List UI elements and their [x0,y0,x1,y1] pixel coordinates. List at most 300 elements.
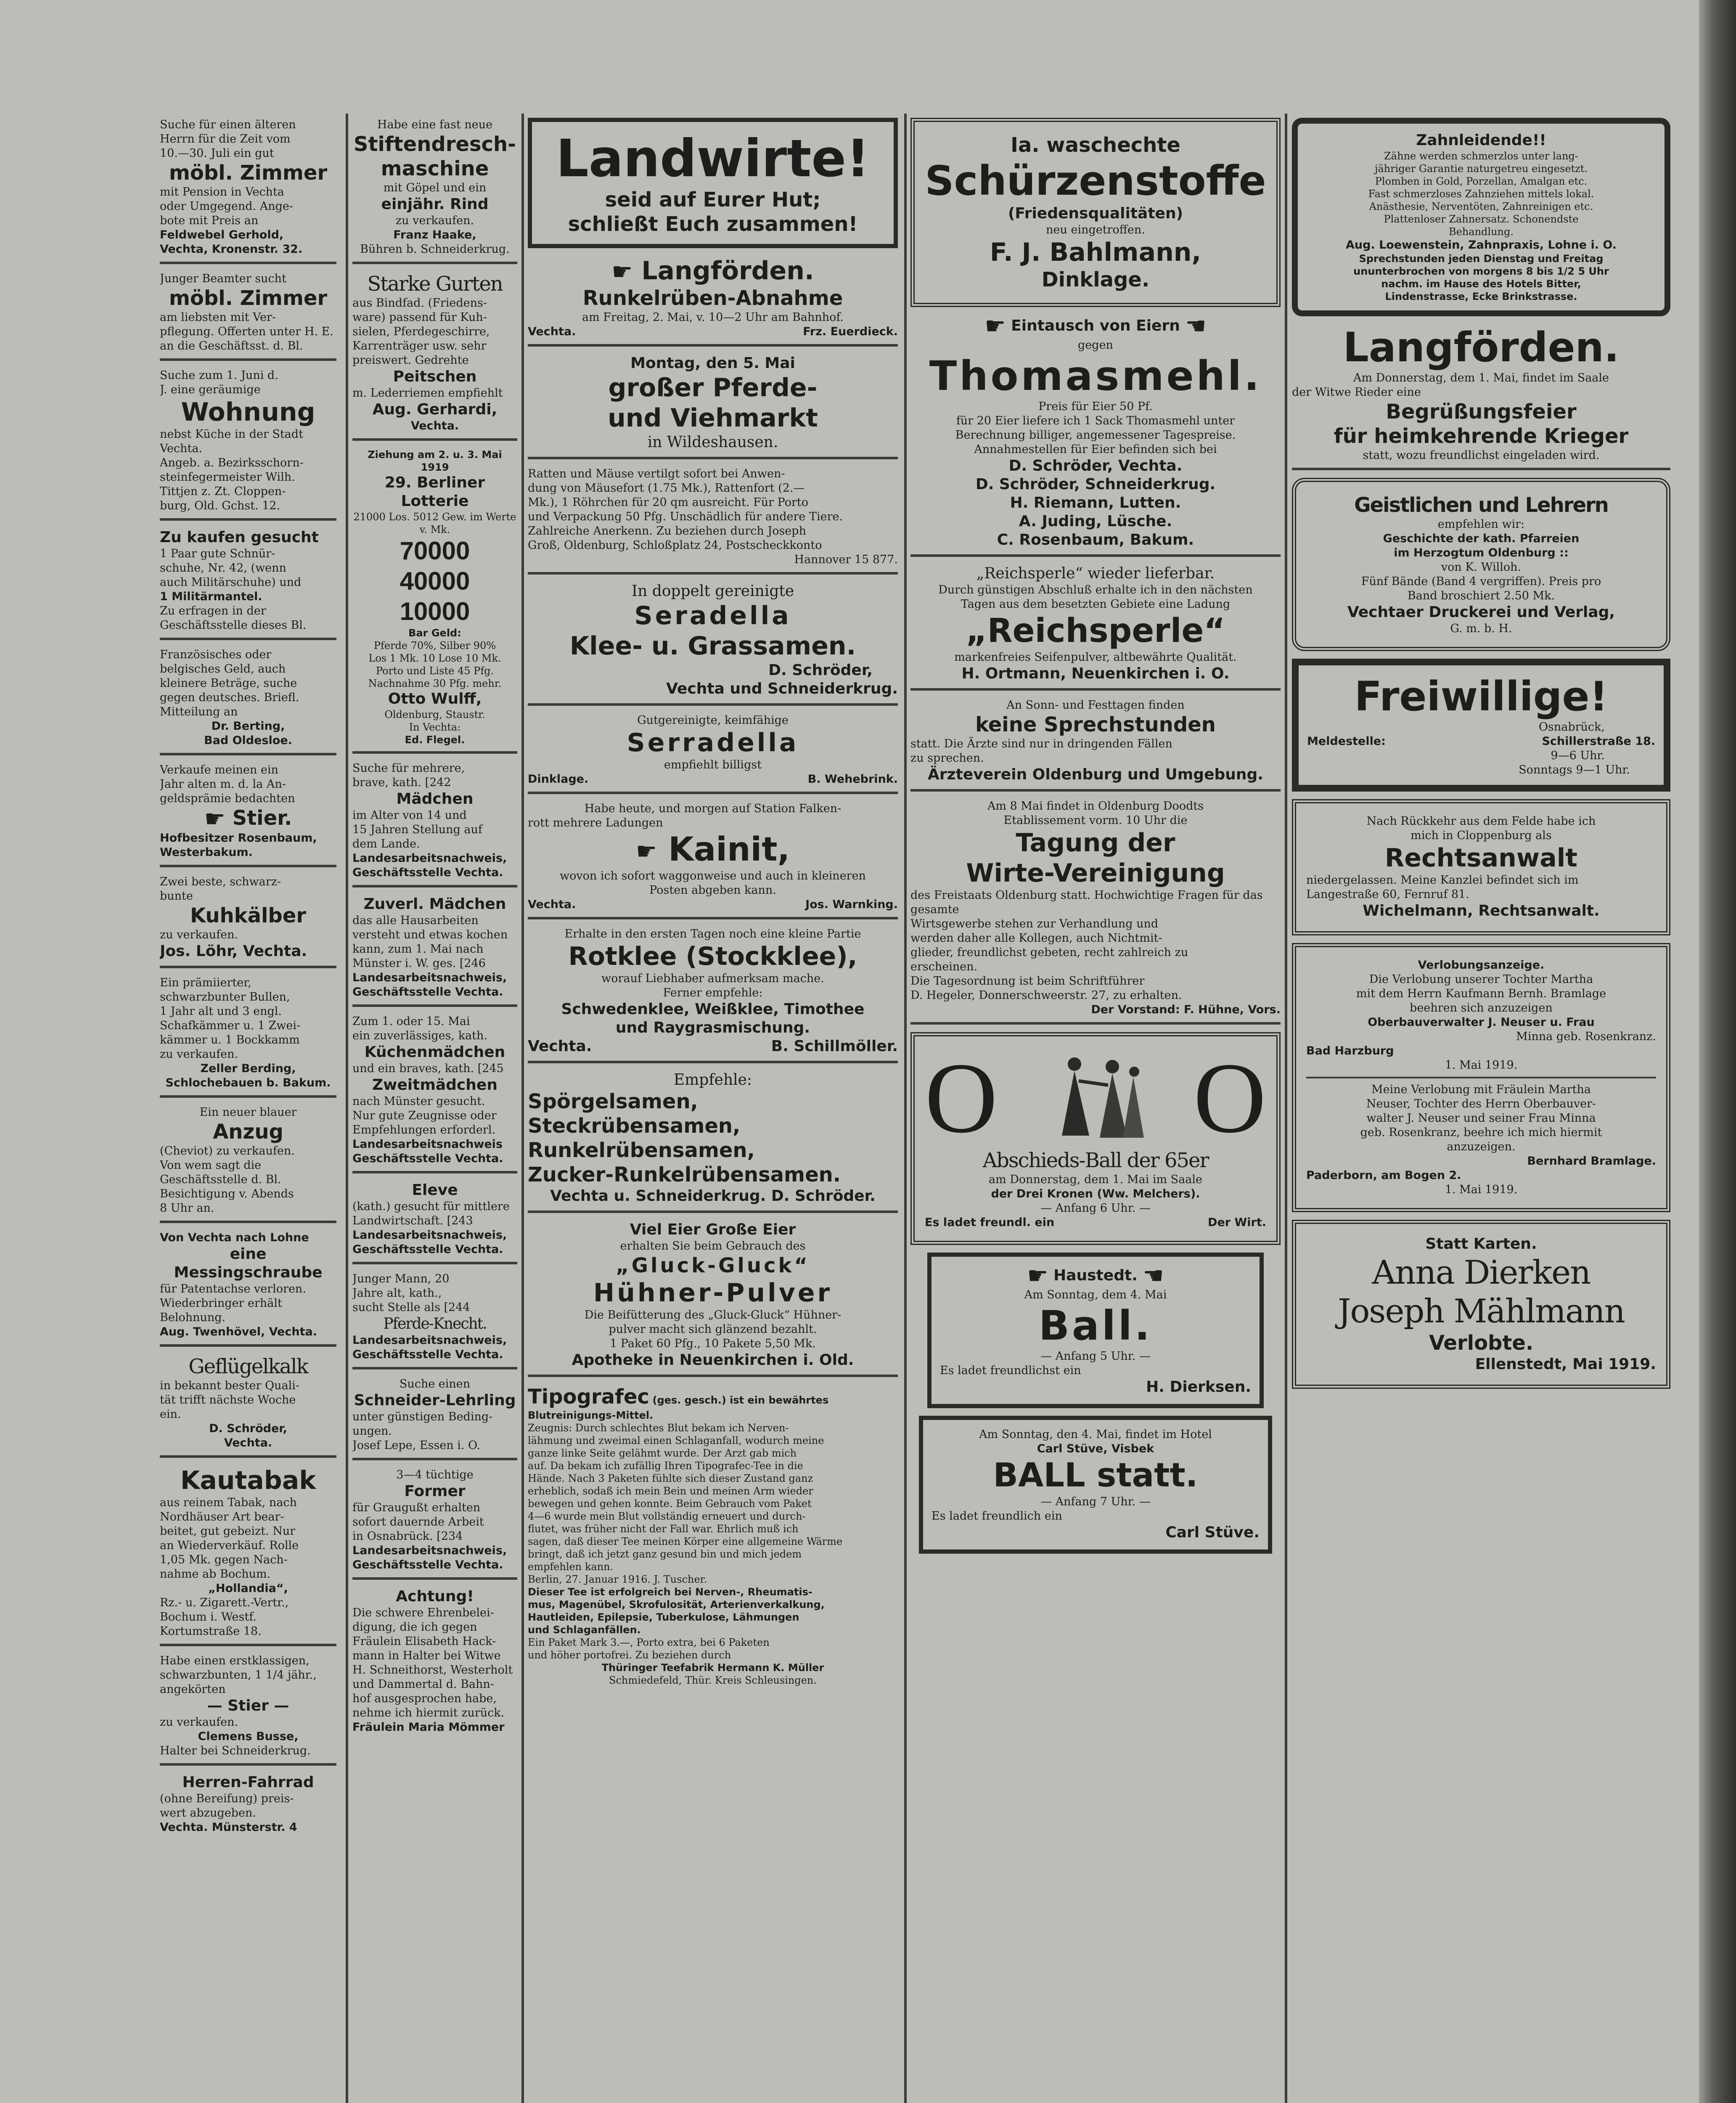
ad-pferde-knecht [352,1272,517,1369]
ad-signature: Geschäftsstelle Vechta. [352,866,503,879]
ad-signature: H. Ortmann, Neuenkirchen i. O. [961,665,1230,682]
ad-text: Berlin, 27. Januar 1916. J. Tuscher. [528,1573,707,1585]
ad-text: in Wildeshausen. [647,434,778,451]
ad-subheadline: Haustedt. [1053,1267,1138,1284]
ad-text: Carl Stüve, Visbek [1037,1442,1154,1455]
ad-text: nehme ich hiermit zurück. [352,1706,505,1719]
ad-text: ununterbrochen von morgens 8 bis 1/2 5 Uhr [1353,265,1609,277]
ad-headline: Rechtsanwalt [1385,843,1577,873]
ad-text: Berechnung billiger, angemessener Tagespreise. [955,429,1236,442]
ad-headline: Kuhkälber [190,904,307,927]
ad-text: (Cheviot) zu verkaufen. [160,1144,295,1157]
ad-subheadline: für heimkehrende Krieger [1334,424,1629,448]
ad-wirte-tagung [910,799,1281,1025]
ad-text: unter günstigen Beding- [352,1410,493,1423]
ad-headline: möbl. Zimmer [169,286,328,310]
list-item: D. Schröder, Schneiderkrug. [975,476,1216,493]
ad-signature: Vechta. [528,325,576,338]
ad-signature: B. Schillmöller. [771,1038,898,1055]
ad-text: Am Donnerstag, dem 1. Mai, findet im Saale [1353,371,1609,384]
ad-signature: Jos. Löhr, Vechta. [160,943,307,960]
ad-headline: Stier. [232,806,292,830]
ad-signature: Vechtaer Druckerei und Verlag, [1347,604,1615,621]
ad-text: der Witwe Rieder eine [1292,386,1421,399]
ad-text: werden daher alle Kollegen, auch Nichtmit- [910,932,1162,945]
list-item: C. Rosenbaum, Bakum. [997,531,1194,548]
ad-geld [160,648,336,755]
ad-schuerzenstoffe [910,118,1281,307]
ad-headline: „Gluck-Gluck“ [616,1254,810,1277]
ad-signature: Aug. Gerhardi, [372,401,498,418]
column-rule [1285,114,1287,2103]
ad-text: am liebsten mit Ver- [160,311,276,324]
ad-text: (ges. gesch.) ist ein bewährtes Blutreinigungs-Mittel. [528,1394,829,1421]
ad-headline: Langförden. [1343,324,1620,371]
ad-subheadline: seid auf Eurer Hut; [605,188,821,212]
ad-text: mich in Cloppenburg als [1410,829,1552,842]
ad-text: 9—6 Uhr. [1551,749,1605,762]
ad-headline: Kainit, [668,831,790,869]
ad-text: 15 Jahren Stellung auf [352,823,482,836]
ad-signature: Landesarbeitsnachweis [352,1138,503,1151]
ad-text: schwarzbunten, 1 1/4 jähr., [160,1669,317,1682]
ad-text: dem Lande. [352,837,420,850]
ad-text: Münster i. W. ges. [246 [352,957,486,970]
ad-signature: Geschäftsstelle Vechta. [352,1152,503,1165]
ad-text: Durch günstigen Abschluß erhalte ich in den nächsten [938,583,1253,596]
ad-text: Bochum i. Westf. [160,1610,257,1624]
ad-signature: Hofbesitzer Rosenbaum, [160,832,317,845]
ad-text: brave, kath. [242 [352,776,451,789]
ad-text: Kortumstraße 18. [160,1625,262,1638]
ad-achtung [352,1587,517,1735]
ad-text: Zwei beste, schwarz- [160,875,281,888]
ad-text: von K. Willoh. [1441,561,1522,574]
ad-text: niedergelassen. Meine Kanzlei befindet sich im [1306,874,1579,887]
ad-viehmarkt [528,354,898,459]
ad-headline: Kautabak [180,1466,316,1495]
ornament-o-icon: O [925,1042,998,1154]
ad-date: 1. Mai 1919. [1445,1183,1518,1196]
ad-text: an die Geschäftsst. d. Bl. [160,339,303,352]
ad-headline: Küchenmädchen [364,1044,505,1061]
ad-signature: Carl Stüve. [1165,1524,1260,1541]
ad-text: Suche für mehrere, [352,762,465,775]
ad-text: belgisches Geld, auch [160,662,286,675]
ad-text: Fünf Bände (Band 4 vergriffen). Preis pro [1361,575,1601,588]
ad-subheadline: „Reichsperle“ wieder lieferbar. [976,565,1215,582]
ad-signature: Dinklage. [1041,268,1150,291]
ad-text: zu sprechen. [910,752,984,765]
ad-text: kleinere Beträge, suche [160,677,297,690]
ad-headline: Geistlichen und Lehrern [1354,493,1608,517]
ad-date: Montag, den 5. Mai [630,355,795,372]
ad-rechtsanwalt [1292,799,1670,935]
column-rule [346,114,348,2103]
ad-text: kämmer u. 1 Bockkamm [160,1033,300,1046]
ad-text: Jahre alt, kath., [352,1287,442,1300]
ad-headline: Pferde-Knecht. [383,1315,487,1332]
ad-text: und Schlaganfällen. [528,1624,641,1636]
ad-abschieds-ball [910,1032,1281,1245]
ad-haustedt-ball [927,1253,1264,1408]
ad-text: an Wiederverkäuf. Rolle [160,1539,299,1552]
ad-text: Nur gute Zeugnisse oder [352,1109,497,1122]
ad-headline: Joseph Mählmann [1338,1293,1625,1330]
ad-text: mit Göpel und ein [383,181,487,194]
ad-signature: Vechta und Schneiderkrug. [666,680,898,697]
ad-text: Groß, Oldenburg, Schloßplatz 24, Postscheckkonto [528,539,822,552]
ad-text: Sonntags 9—1 Uhr. [1519,763,1630,776]
ad-text: das alle Hausarbeiten [352,914,479,927]
ad-headline: 29. Berliner Lotterie [384,474,485,510]
ad-text: Hautleiden, Epilepsie, Tuberkulose, Lähmungen [528,1611,799,1623]
ad-headline: Stiftendresch-maschine [353,132,516,180]
ad-headline: Anna Dierken [1372,1254,1590,1292]
ad-text: Zum 1. oder 15. Mai [352,1015,470,1028]
ad-text: Hannover 15 877. [794,553,898,566]
column-1 [160,118,336,1842]
ad-date: Am Sonntag, dem 4. Mai [1024,1288,1167,1301]
ad-empfehle-saaten [528,1071,898,1213]
ad-text: Fräulein Elisabeth Hack- [352,1635,496,1648]
ad-kuhkaelber [160,875,336,968]
ad-text: Lindenstrasse, Ecke Brinkstrasse. [1385,291,1577,302]
ad-text: tät trifft nächste Woche [160,1393,296,1406]
ad-text: Oldenburg, Staustr. [384,709,485,720]
ad-signature: Geschäftsstelle Vechta. [352,1558,503,1571]
ad-text: statt, wozu freundlichst eingeladen wird. [1363,449,1600,462]
ad-signature: D. Schröder, [768,662,873,679]
ad-text: Ratten und Mäuse vertilgt sofort bei Anwen- [528,467,785,480]
ad-dreschmaschine [352,118,517,264]
ad-signature: Landesarbeitsnachweis, [352,1544,507,1557]
ad-text: Paderborn, am Bogen 2. [1306,1169,1461,1182]
ad-signature: Vechta u. Schneiderkrug. D. Schröder. [550,1187,876,1205]
ad-signature: Der Wirt. [1208,1216,1266,1229]
ad-landwirte [528,118,898,248]
ad-text: nach Münster gesucht. [352,1095,485,1108]
ad-signature: Schlochebauen b. Bakum. [165,1076,331,1089]
ad-signature: Geschäftsstelle Vechta. [352,1348,503,1361]
ad-headline: Serradella [627,728,799,758]
ad-text: Von Vechta nach Lohne [160,1231,309,1244]
ad-signature: Aug. Loewenstein, Zahnpraxis, Lohne i. O. [1345,238,1617,252]
ad-text: Junger Beamter sucht [160,272,286,285]
ad-text: beitet, gut gebeizt. Nur [160,1525,296,1538]
ad-text: Rz.- u. Zigarett.-Vertr., [160,1596,289,1609]
pointing-hand-left-icon: ☚ [1143,1262,1164,1290]
ad-text: Junger Mann, 20 [352,1272,450,1285]
ad-text: digung, die ich gegen [352,1621,477,1634]
ad-signature: Landesarbeitsnachweis, [352,1229,507,1242]
ad-text: anzuzeigen. [1447,1140,1516,1153]
ad-text: 21000 Los. 5012 Gew. im Werte v. Mk. [353,511,516,535]
ad-headline: Thomasmehl. [929,352,1262,400]
ad-text: Landwirtschaft. [243 [352,1214,473,1227]
ad-signature: Aug. Twenhövel, Vechta. [160,1325,317,1338]
ad-text: und Dammertal d. Bahn- [352,1678,494,1691]
ad-text: kann, zum 1. Mai nach [352,943,484,956]
ad-text: mit Pension in Vechta [160,185,284,199]
ad-text: geldsprämie bedachten [160,792,295,805]
ad-headline: Landwirte! [556,129,870,188]
ad-sprechstunden [910,698,1281,792]
column-5 [1292,118,1670,1396]
ad-headline: Klee- u. Grassamen. [569,631,856,661]
dancing-couple-icon [1037,1052,1154,1144]
ad-text: Ein neuer blauer [199,1106,297,1119]
pointing-hand-icon: ☛ [635,837,657,865]
ad-text: Sprechstunden jeden Dienstag und Freitag [1359,253,1604,265]
ad-text: Es ladet freundlichst ein [940,1364,1081,1377]
ad-text: neu eingetroffen. [1046,223,1145,236]
ad-text: (ohne Bereifung) preis- [160,1792,294,1805]
ad-former [352,1468,517,1580]
ad-headline: Rotklee (Stockklee), [568,942,857,971]
ad-text: des Freistaats Oldenburg statt. Hochwichtige Fragen für das gesamte [910,889,1263,916]
ad-signature: Bernhard Bramlage. [1527,1155,1656,1168]
ad-text: dung von Mäusefort (1.75 Mk.), Rattenfort (2.— [528,482,805,495]
ad-schuhe [160,528,336,640]
ad-text: In Vechta: [409,721,461,733]
ad-text: Am 8 Mai findet in Oldenburg Doodts [987,800,1204,813]
ad-text: Zu erfragen in der [160,604,266,617]
ad-text: 4—6 wurde mein Blut vollständig erneuert und durch- [528,1510,806,1522]
ad-signature: Vechta. [410,419,459,432]
ad-text: erscheinen. [910,960,978,973]
ad-signature: Vechta. [224,1436,273,1449]
ad-text: Tagen aus dem besetzten Gebiete eine Ladung [961,598,1231,611]
ad-text: preiswert. Gedrehte [352,354,469,367]
ad-text: 1 Jahr alt und 3 engl. [160,1005,282,1018]
column-2 [352,118,517,1742]
ad-anzug [160,1105,336,1223]
ad-text: ein zuverlässiges, kath. [352,1029,487,1042]
ad-thomasmehl [910,315,1281,557]
lottery-prize: 10000 [400,597,470,625]
ad-serradella-2 [528,713,898,794]
ad-text: angekörten [160,1683,226,1696]
ad-text: Jahr alten m. d. la An- [160,778,286,791]
ad-text: 1 Militärmantel. [160,590,262,603]
ad-text: — Anfang 7 Uhr. — [1040,1495,1151,1508]
ad-text: Angeb. a. Bezirksschorn- [160,456,304,469]
ad-text: für 20 Eier liefere ich 1 Sack Thomasmehl unter [956,414,1235,427]
ad-text: 1 Paket 60 Pfg., 10 Pakete 5,50 Mk. [610,1337,816,1350]
ad-text: ware) passend für Kuh- [352,311,487,324]
ad-text: am Freitag, 2. Mai, v. 10—2 Uhr am Bahnhof. [582,311,844,324]
ad-headline: Eleve [412,1181,458,1199]
column-rule [521,114,524,2103]
ad-text: Suche einen [399,1377,471,1391]
ad-text: Zahlreiche Anerkenn. Zu beziehen durch Joseph [528,524,806,538]
ad-gurten [352,272,517,441]
ad-text: empfehlen kann. [528,1561,614,1573]
ad-stier-2 [160,1654,336,1766]
ad-text: Zeugnis: Durch schlechtes Blut bekam ich Nerven- [528,1422,789,1434]
list-item: D. Schröder, Vechta. [1008,457,1183,474]
ad-text: Suche zum 1. Juni d. [160,369,278,382]
ad-text: schwarzbunter Bullen, [160,991,290,1004]
ad-text: Die Beifütterung des „Gluck-Gluck“ Hühner- [584,1308,842,1322]
ad-headline: Tagung der [1016,828,1175,858]
ad-text: In doppelt gereinigte [631,583,794,600]
ad-text: bote mit Preis an [160,214,259,227]
ad-text: Schillerstraße 18. [1542,735,1655,748]
ad-text: Tittjen z. Zt. Cloppen- [160,485,286,498]
ad-rotklee [528,927,898,1063]
ad-text: empfehlen wir: [1437,518,1525,531]
ad-text: Meine Verlobung mit Fräulein Martha [1371,1083,1591,1096]
ad-text: Wiederbringer erhält [160,1297,282,1310]
ad-subheadline: Eintausch von Eiern [1011,317,1180,334]
ad-text: schuhe, Nr. 42, (wenn [160,562,286,575]
ad-kuechenmaedchen [352,1014,517,1173]
ad-eleve [352,1181,517,1264]
ad-text: zu verkaufen. [160,1716,238,1729]
ad-reichsperle [910,564,1281,691]
ad-text: steinfegermeister Wilh. [160,471,295,484]
column-rule [904,114,907,2103]
ad-text: Josef Lepe, Essen i. O. [352,1439,481,1452]
ad-text: — Anfang 6 Uhr. — [1040,1202,1151,1215]
ad-signature: Clemens Busse, [198,1730,299,1743]
page-binding [1699,0,1736,2103]
ad-text: Habe einen erstklassigen, [160,1654,310,1667]
ad-text: Die Verlobung unserer Tochter Martha [1369,973,1593,986]
ad-ratten [528,467,898,575]
ad-signature: Zeller Berding, [200,1062,296,1075]
ornament-o-icon: O [1193,1042,1266,1154]
ad-text: zu verkaufen. [160,1048,238,1061]
pointing-hand-left-icon: ☚ [1185,315,1207,340]
ad-headline: Zweitmädchen [372,1076,498,1094]
ad-signature: Landesarbeitsnachweis, [352,852,507,865]
ad-subheadline: Begrüßungsfeier [1386,400,1577,424]
ad-date: Ellenstedt, Mai 1919. [1475,1356,1656,1373]
ad-text: Neuser, Tochter des Herrn Oberbauver- [1366,1097,1596,1110]
ad-maedchen [352,761,517,887]
ad-wohnung [160,368,336,521]
ad-text: im Alter von 14 und [352,809,467,822]
ad-text: Die schwere Ehrenbelei- [352,1606,494,1619]
column-3 [528,118,898,1694]
ad-text: Besichtigung v. Abends [160,1187,294,1200]
ad-signature: Vechta, Kronenstr. 32. [160,243,303,256]
ad-headline: keine Sprechstunden [975,713,1216,736]
ad-headline: Hühner-Pulver [593,1278,833,1308]
ad-text: Preis für Eier 50 Pf. [1038,400,1153,413]
ad-signature: B. Wehebrink. [807,773,898,786]
ad-text: für Graugußt erhalten [352,1501,481,1514]
ad-beamter-zimmer [160,272,336,361]
ad-signature: Ed. Flegel. [405,734,465,746]
ad-text: Belohnung. [160,1311,226,1324]
ad-date: 1. Mai 1919. [1445,1059,1518,1072]
ad-text: pulver macht sich glänzend bezahlt. [609,1323,817,1336]
ad-text: 3—4 tüchtige [396,1468,474,1481]
ad-bulle [160,976,336,1098]
ad-text: Etablissement vorm. 10 Uhr die [1003,814,1188,827]
ad-subheadline: (Friedensqualitäten) [1008,205,1183,222]
ad-headline: Wohnung [181,397,315,427]
ad-text: nachm. im Hause des Hotels Bitter, [1381,278,1581,290]
pointing-hand-icon: ☛ [204,805,225,833]
ad-text: Empfehlungen erforderl. [352,1123,496,1136]
ad-text: Habe heute, und morgen auf Station Falken- [584,802,842,815]
ad-signature: Dinklage. [528,773,589,786]
ad-signature: Westerbakum. [160,846,253,859]
ad-signature: F. J. Bahlmann, [990,238,1201,267]
ad-text: 1 Paar gute Schnür- [160,547,275,560]
ad-signature: H. Dierksen. [1146,1378,1251,1396]
ad-text: Es ladet freundl. ein [925,1216,1055,1229]
ad-headline: — Stier — [207,1697,289,1714]
ad-text: Posten abgeben kann. [649,884,776,897]
ad-signature: Feldwebel Gerhold, [160,228,284,241]
list-item: A. Juding, Lüsche. [1019,513,1172,530]
ad-text: Herrn für die Zeit vom [160,132,291,146]
ad-headline: Schneider-Lehrling [354,1392,516,1409]
ad-text: ein. [160,1408,181,1421]
ad-signature: Schmiedefeld, Thür. Kreis Schleusingen. [609,1674,817,1686]
ad-text: jähriger Garantie naturgetreu eingesetzt. [1374,163,1588,175]
ad-stueve-ball [919,1416,1272,1554]
ad-text: bunte [160,890,193,903]
ad-text: An Sonn- und Festtagen finden [1006,699,1185,712]
ad-text: Nachnahme 30 Pfg. mehr. [368,678,502,689]
ad-text: versteht und etwas kochen [352,928,508,941]
ad-headline: und Viehmarkt [608,403,818,433]
ad-text: 1,05 Mk. gegen Nach- [160,1553,288,1566]
ad-text: Osnabrück, [1538,720,1605,734]
ad-text: oder Umgegend. Ange- [160,200,293,213]
ad-headline: großer Pferde- [608,373,818,403]
ad-signature: Geschäftsstelle Vechta. [352,985,503,999]
ad-signature: Dr. Berting, [211,720,285,733]
ad-text: Vechta. [160,442,203,455]
ad-text: Mitteilung an [160,705,238,718]
ad-kainit [528,802,898,919]
ad-text: Dieser Tee ist erfolgreich bei Nerven-, Rheumatis- [528,1586,812,1598]
ad-moebl-zimmer [160,118,336,264]
ad-text: Plattenloser Zahnersatz. Schonendste [1384,213,1579,225]
ad-text: Pferde 70%, Silber 90% [373,640,496,652]
ad-text: — Anfang 5 Uhr. — [1040,1350,1151,1363]
ad-text: gegen [1078,339,1113,352]
ad-text: statt. Die Ärzte sind nur in dringenden Fällen [910,737,1172,750]
ad-headline: eine Messingschraube [174,1245,323,1281]
ad-text: lähmung und zweimal einen Schlaganfall, wodurch meine [528,1435,824,1446]
ad-text: empfiehlt billigst [664,758,762,771]
ad-text: nahme ab Bochum. [160,1568,271,1581]
ad-signature: D. Schröder, [209,1422,287,1435]
ad-text: H. Schneithorst, Westerholt [352,1663,513,1677]
ad-text: Mk.), 1 Röhrchen für 20 qm ausreicht. Für Porto [528,496,809,509]
ad-text: Ein Paket Mark 3.—, Porto extra, bei 6 Paketen [528,1637,770,1648]
ad-headline: Starke Gurten [367,272,503,296]
ad-signature: Landesarbeitsnachweis, [352,1334,507,1347]
ad-headline: BALL statt. [993,1457,1198,1494]
ad-text: J. eine geräumige [160,383,261,396]
ad-text: der Drei Kronen (Ww. Melchers). [991,1187,1200,1200]
list-item: H. Riemann, Lutten. [1010,494,1181,511]
ad-text: auch Militärschuhe) und [160,576,302,589]
ad-headline: Mädchen [396,790,474,808]
ad-text: Bühren b. Schneiderkrug. [360,243,510,256]
ad-text: Bar Geld: [408,627,461,639]
